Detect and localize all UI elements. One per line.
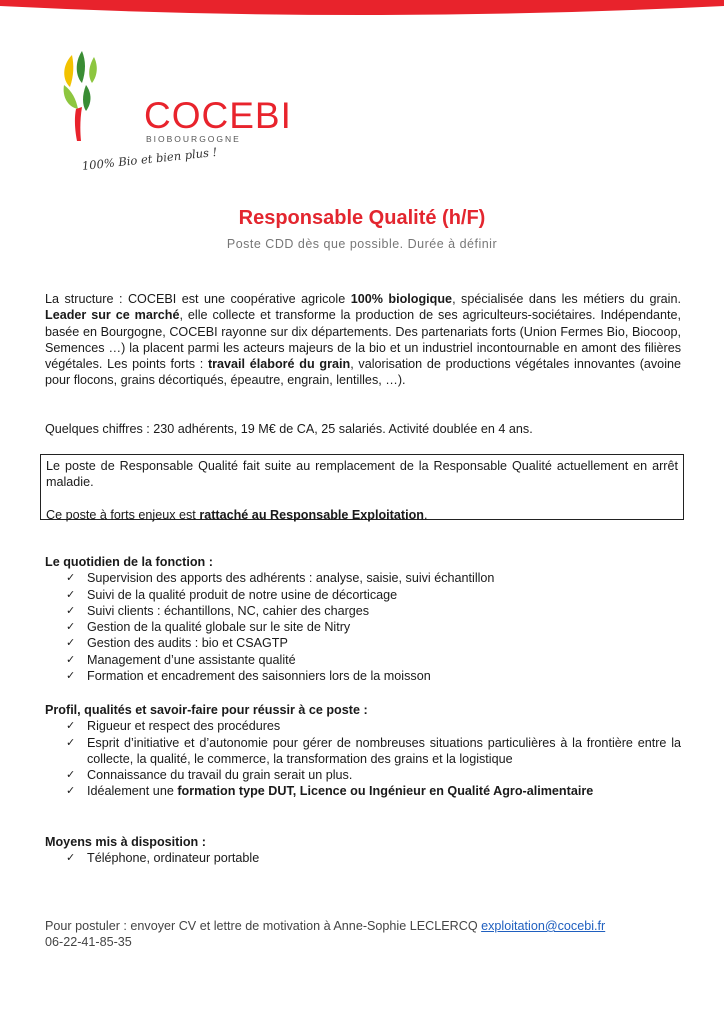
list-item [45, 718, 681, 734]
structure-bold-1: 100% biologique [350, 292, 453, 306]
quotidien-title: Le quotidien de la fonction : [45, 555, 213, 569]
list-item-text: Gestion des audits : bio et CSAGTP [87, 636, 288, 651]
cocebi-logo [60, 40, 300, 200]
structure-text-3: , elle collecte et transforme la production de ses agriculteurs-sociétaires. Indépendante, basée en Bourgogne, COCEBI rayonne sur dix départements. Des partenariats forts (Union Fermes Bio, Biocoop, Semences …) la placent parmi les acteurs majeurs de la bio et un industriel incontournable en amont des filières végétales. Les points forts : [45, 308, 681, 372]
list-item [45, 603, 681, 619]
structure-text-1: La structure : COCEBI est une coopérative agricole [45, 292, 351, 306]
top-red-band [0, 0, 724, 22]
check-icon: ✓ [66, 620, 76, 634]
check-icon: ✓ [66, 571, 76, 585]
leaf-tree-icon [60, 45, 150, 145]
box-paragraph-2 [46, 507, 678, 523]
check-icon: ✓ [66, 735, 76, 749]
box-paragraph-1: Le poste de Responsable Qualité fait suite au remplacement de la Responsable Qualité actuellement en arrêt maladie. [46, 459, 678, 490]
profil-list [45, 718, 681, 799]
list-item [45, 635, 681, 651]
profil-section [45, 702, 681, 800]
list-item [45, 587, 681, 603]
logo-wordmark: COCEBI [144, 95, 292, 136]
email-link[interactable]: exploitation@cocebi.fr [481, 919, 606, 933]
job-title: Responsable Qualité (h/F) [238, 207, 486, 229]
check-icon: ✓ [66, 636, 76, 650]
list-item-text: Suivi clients : échantillons, NC, cahier des charges [87, 603, 370, 618]
list-item-text: Supervision des apports des adhérents : analyse, saisie, suivi échantillon [87, 571, 495, 586]
logo-subtitle: BIOBOURGOGNE [146, 134, 241, 144]
quotidien-list [45, 570, 681, 684]
list-item-text: Connaissance du travail du grain serait un plus. [87, 768, 353, 783]
check-icon: ✓ [66, 652, 76, 666]
list-item [45, 783, 681, 799]
list-item-bold: formation type DUT, Licence ou Ingénieur en Qualité Agro-alimentaire [177, 784, 594, 799]
list-item [45, 735, 681, 768]
structure-text-2: , spécialisée dans les métiers du grain. [452, 292, 681, 306]
box-text: Ce poste à forts enjeux est [46, 507, 200, 522]
box-bold: rattaché au Responsable Exploitation [199, 507, 424, 522]
structure-text-4: , valorisation de productions végétales innovantes (avoine pour flocons, grains décortiqués, épeautre, engrain, lentilles, …). [45, 357, 681, 388]
check-icon: ✓ [66, 851, 76, 865]
footer-text: Pour postuler : envoyer CV et lettre de motivation à Anne-Sophie LECLERCQ [45, 919, 482, 933]
moyens-section [45, 834, 681, 867]
check-icon: ✓ [66, 784, 76, 798]
application-footer [45, 918, 685, 951]
check-icon: ✓ [66, 669, 76, 683]
profil-title: Profil, qualités et savoir-faire pour réussir à ce poste : [45, 703, 368, 717]
check-icon: ✓ [66, 587, 76, 601]
list-item [45, 652, 681, 668]
list-item [45, 570, 681, 586]
list-item-text: Téléphone, ordinateur portable [87, 851, 260, 866]
check-icon: ✓ [66, 719, 76, 733]
list-item-text: Gestion de la qualité globale sur le site de Nitry [87, 620, 351, 635]
list-item [45, 668, 681, 684]
list-item-text: Formation et encadrement des saisonniers lors de la moisson [87, 669, 431, 684]
check-icon: ✓ [66, 768, 76, 782]
list-item [45, 619, 681, 635]
check-icon: ✓ [66, 603, 76, 617]
list-item-text: Esprit d’initiative et d’autonomie pour gérer de nombreuses situations particulières à la frontière entre la collecte, la qualité, le commerce, la transformation des grains et la logistique [87, 735, 681, 766]
job-subtitle: Poste CDD dès que possible. Durée à définir [226, 237, 498, 251]
structure-paragraph [45, 291, 681, 389]
list-item [45, 767, 681, 783]
moyens-title: Moyens mis à disposition : [45, 835, 206, 849]
structure-bold-3: travail élaboré du grain [207, 357, 351, 372]
phone-number: 06-22-41-85-35 [45, 935, 132, 950]
position-context-box [40, 454, 684, 520]
list-item-text: Rigueur et respect des procédures [87, 719, 281, 734]
list-item-text: Management d’une assistante qualité [87, 652, 296, 667]
list-item-text: Suivi de la qualité produit de notre usine de décorticage [87, 587, 398, 602]
logo-tagline: 100% Bio et bien plus ! [81, 144, 218, 173]
list-item [45, 850, 681, 866]
list-item-text: Idéalement une [87, 784, 178, 799]
structure-bold-2: Leader sur ce marché [45, 308, 180, 323]
quotidien-section [45, 554, 681, 684]
box-end: . [423, 507, 428, 522]
moyens-list [45, 850, 681, 866]
key-figures-paragraph: Quelques chiffres : 230 adhérents, 19 M€ de CA, 25 salariés. Activité doublée en 4 ans. [45, 422, 533, 436]
